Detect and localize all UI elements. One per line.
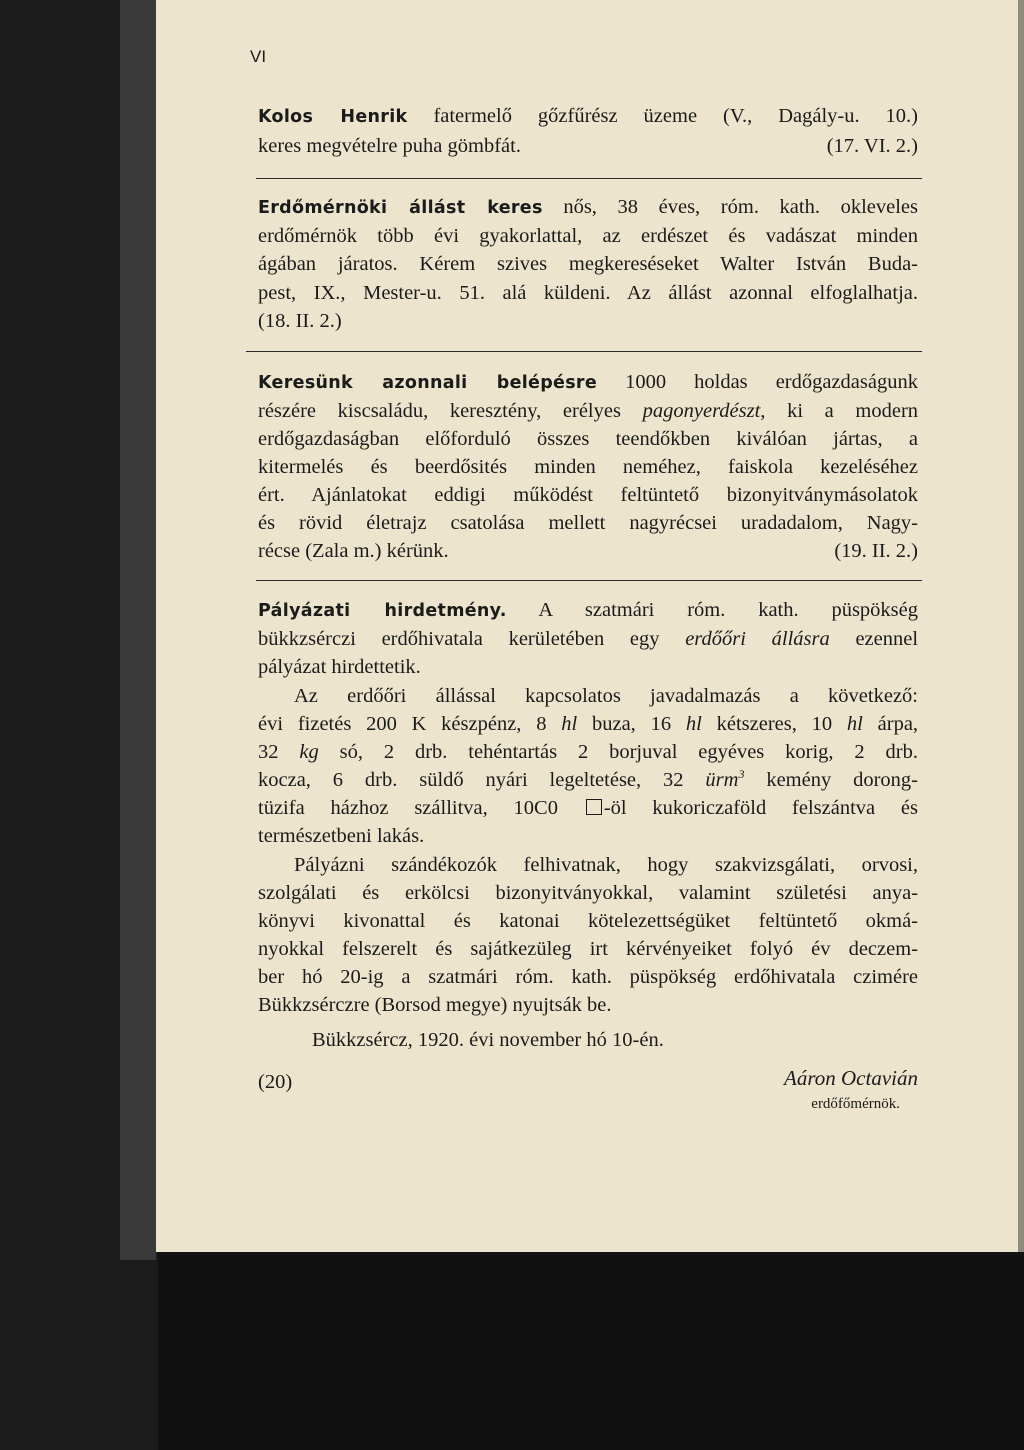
ad2-line-1 [258,194,918,221]
ad3-lead: Keresünk azonnali belépésre [258,373,598,393]
ad3-line-1 [258,369,918,396]
ad3-line2-a: részére kiscsaládu, keresztény, erélyes [258,400,621,422]
ad1-line2-text: keres megvételre puha gömbfát. [258,135,521,157]
ad4-line2-b: ezennel [855,628,919,650]
unit-urm [705,769,744,791]
ad3-ref: (19. II. 2.) [834,540,918,562]
ad4-p2-2c: kétszeres, 10 [716,713,833,735]
square-fathom-icon [586,799,602,815]
ad3-emphasis: pagonyerdészt, [642,400,766,422]
ad4-p2-4b: kemény dorong- [766,769,918,791]
ad4-p2-4a: kocza, 6 drb. süldő nyári legeltetése, 32 [258,769,684,791]
ad3-line-5: ért. Ajánlatokat eddigi működést feltüntető bizonyitványmásolatok [258,484,918,506]
ad4-p2-3b: só, 2 drb. tehéntartás 2 borjuval egyéves korig, 2 drb. [339,741,919,763]
ad4-p3-line-2: szolgálati és erkölcsi bizonyitványokkal, valamint születési anya- [258,882,918,904]
ad3-line2-b: ki a modern [787,400,919,422]
unit-hl-1: hl [561,713,578,735]
ad3-line7-text: récse (Zala m.) kérünk. [258,540,449,562]
ad4-line2-a: bükkzsérczi erdőhivatala kerületében egy [258,628,660,650]
ad3-line-6: és rövid életrajz csatolása mellett nagyrécsei uradadalom, Nagy- [258,512,918,534]
ad4-p2-5b: -öl kukoriczaföld felszántva és [603,797,919,819]
separator-rule-3 [256,580,922,581]
document-page [156,0,1018,1252]
ad1-line-2 [258,133,918,159]
ad2-line-3: ágában járatos. Kérem szives megkereséseket Walter István Buda- [258,253,918,275]
ad4-p3-line-4: nyokkal felszerelt és sajátkezüleg irt kérvényeiket folyó év deczem- [258,938,918,960]
ad1-line1-text: fatermelő gőzfűrész üzeme (V., Dagály-u. 10.) [433,105,918,127]
ad3-line-2 [258,398,918,424]
ad4-p2-line-1: Az erdőőri állással kapcsolatos javadalmazás a következő: [294,685,918,707]
ad2-line-2: erdőmérnök több évi gyakorlattal, az erdészet és vadászat minden [258,225,918,247]
scan-shadow-strip [120,0,156,1260]
ad4-p2-line-5 [258,795,918,821]
ad4-p2-3a: 32 [258,741,279,763]
page-number: VI [250,47,267,66]
ad2-line1-text: nős, 38 éves, róm. kath. okleveles [563,196,918,218]
unit-urm-text: ürm [705,769,739,791]
ad4-emphasis: erdőőri állásra [685,628,830,650]
unit-hl-3: hl [846,713,863,735]
ad3-line1-text: 1000 holdas erdőgazdaságunk [625,371,918,393]
unit-hl-2: hl [685,713,702,735]
ad3-line-7 [258,538,918,564]
ad4-ref: (20) [258,1071,293,1093]
ad1-line-1 [258,103,918,130]
ad4-p3-line-3: könyvi kivonattal és katonai kötelezettségüket feltüntető okmá- [258,910,918,932]
unit-kg: kg [299,741,319,763]
ad4-line-2 [258,626,918,652]
ad4-lead: Pályázati hirdetmény. [258,601,507,621]
ad4-date-line: Bükkzsércz, 1920. évi november hó 10-én. [312,1029,664,1051]
ad4-line-3: pályázat hirdettetik. [258,656,421,678]
ad2-lead: Erdőmérnöki állást keres [258,198,543,218]
ad2-ref: (18. II. 2.) [258,310,342,332]
ad4-p3-line-1: Pályázni szándékozók felhivatnak, hogy szakvizsgálati, orvosi, [294,854,918,876]
ad4-line1-text: A szatmári róm. kath. püspökség [538,599,918,621]
ad2-line-4: pest, IX., Mester-u. 51. alá küldeni. Az állást azonnal elfoglalhatja. [258,282,918,304]
ad4-p2-2b: buza, 16 [591,713,672,735]
ad4-p2-line-4 [258,767,918,793]
ad3-line-4: kitermelés és beerdősités minden neméhez, faiskola kezeléséhez [258,456,918,478]
ad4-p2-2a: évi fizetés 200 K készpénz, 8 [258,713,547,735]
ad3-line-3: erdőgazdaságban előforduló összes teendőkben kiválóan jártas, a [258,428,918,450]
separator-rule-2 [246,351,922,352]
unit-urm-sup: 3 [738,767,745,782]
ad4-p3-line-5: ber hó 20-ig a szatmári róm. kath. püspökség erdőhivatala czimére [258,966,918,988]
signature-title: erdőfőmérnök. [811,1096,900,1112]
ad4-line-1 [258,597,918,624]
separator-rule-1 [256,178,922,179]
signature-name: Aáron Octavián [784,1066,918,1090]
ad1-lead: Kolos Henrik [258,107,408,127]
ad4-p2-line-6: természetbeni lakás. [258,825,425,847]
ad4-p2-line-2 [258,711,918,737]
ad1-ref: (17. VI. 2.) [826,135,918,157]
ad4-p2-2d: árpa, [877,713,919,735]
ad4-p2-line-3 [258,739,918,765]
ad4-p2-5a: tüzifa házhoz szállitva, 10C0 [258,797,558,819]
ad4-p3-line-6: Bükkzsérczre (Borsod megye) nyujtsák be. [258,994,612,1016]
